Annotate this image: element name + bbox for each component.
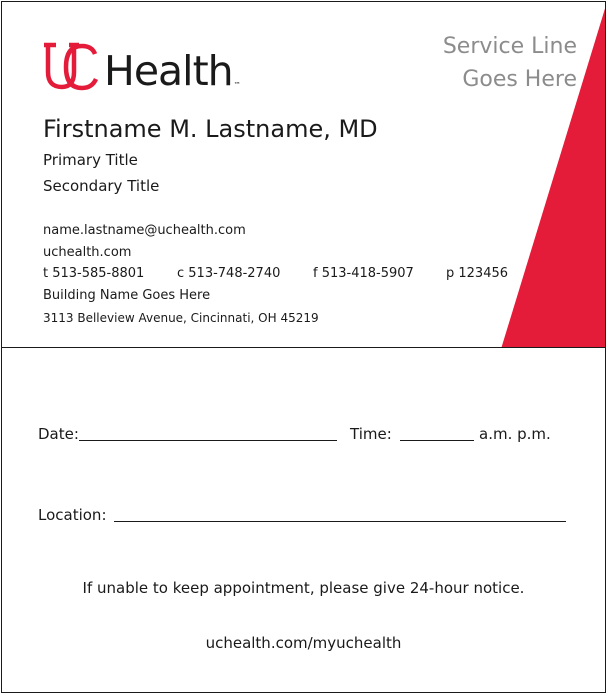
am-pm-label: a.m. p.m.	[479, 425, 551, 443]
email: name.lastname@uchealth.com	[43, 223, 246, 238]
notice-text: If unable to keep appointment, please give 24-hour notice.	[82, 579, 525, 597]
uc-health-logo	[40, 42, 241, 95]
service-line-1: Service Line	[442, 34, 577, 59]
location-label: Location:	[38, 506, 107, 524]
primary-title: Primary Title	[43, 151, 138, 169]
uc-monogram-icon	[40, 42, 98, 92]
business-card-front	[1, 1, 606, 348]
cell-number: c 513-748-2740	[177, 266, 281, 281]
time-blank-line	[400, 440, 474, 441]
service-line-2: Goes Here	[462, 67, 577, 92]
website: uchealth.com	[43, 245, 132, 260]
pager-number: p 123456	[446, 266, 509, 281]
date-blank-line	[79, 440, 337, 441]
service-line	[443, 30, 577, 96]
telephone-number: t 513-585-8801	[43, 266, 145, 281]
secondary-title: Secondary Title	[43, 177, 160, 195]
time-label: Time:	[350, 425, 392, 443]
patient-portal-url: uchealth.com/myuchealth	[205, 634, 402, 652]
fax-number: f 513-418-5907	[313, 266, 414, 281]
business-card-back	[1, 347, 606, 693]
person-name: Firstname M. Lastname, MD	[43, 115, 378, 143]
trademark-symbol: ™	[233, 81, 241, 89]
location-blank-line	[114, 521, 566, 522]
street-address: 3113 Belleview Avenue, Cincinnati, OH 45219	[43, 311, 319, 325]
building-name: Building Name Goes Here	[43, 288, 211, 303]
date-label: Date:	[38, 425, 79, 443]
logo-wordmark: Health	[104, 47, 233, 95]
